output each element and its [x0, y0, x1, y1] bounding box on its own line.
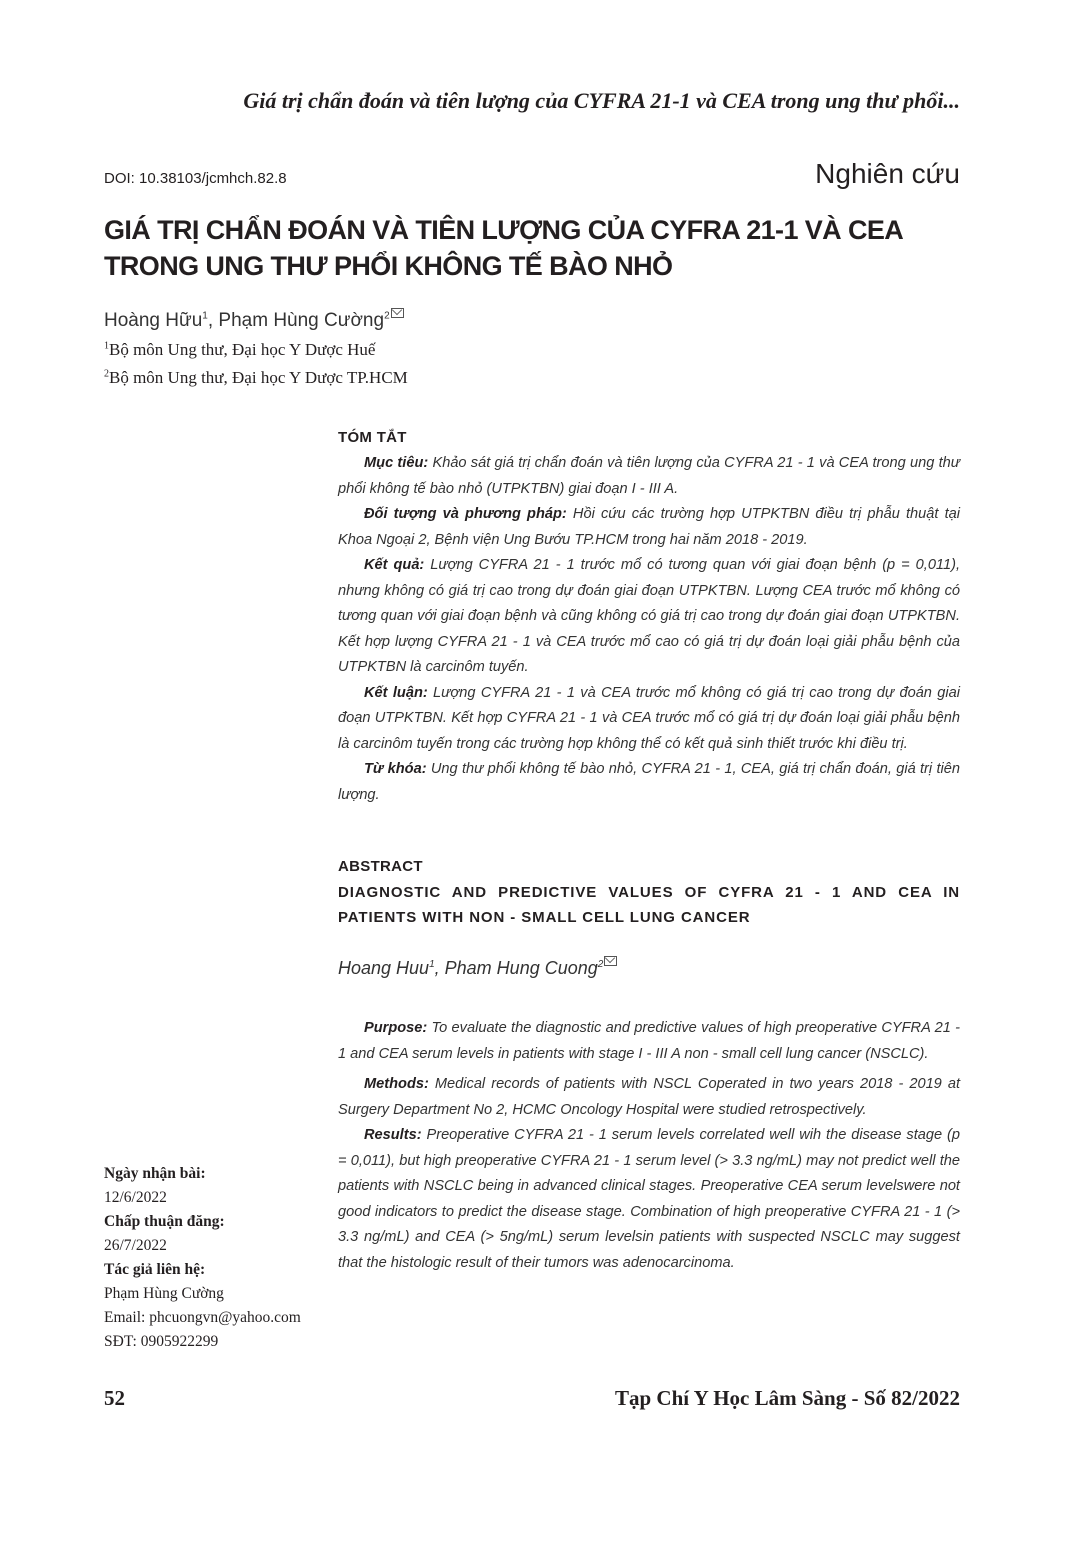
- abstract-heading: ABSTRACT: [338, 858, 423, 875]
- author-name: Hoàng Hữu: [104, 310, 203, 331]
- paragraph-label: Kết quả:: [364, 557, 425, 573]
- contact-email[interactable]: Email: phcuongvn@yahoo.com: [104, 1309, 301, 1326]
- author-separator: ,: [207, 310, 219, 331]
- abstract-title: DIAGNOSTIC AND PREDICTIVE VALUES OF CYFRA 21 - 1 AND CEA IN PATIENTS WITH NON - SMALL CELL LUNG CANCER: [338, 884, 960, 926]
- author-affiliation-marker: 2: [597, 959, 604, 970]
- received-date: 12/6/2022: [104, 1189, 167, 1206]
- abstract-author-list: [338, 956, 960, 979]
- paragraph-label: Methods:: [364, 1076, 429, 1092]
- journal-name: Tạp Chí Y Học Lâm Sàng - Số 82/2022: [615, 1386, 960, 1410]
- affiliation: [104, 340, 375, 360]
- summary-paragraph: [338, 451, 960, 502]
- author-affiliation-marker: 1: [429, 959, 435, 970]
- article-title: GIÁ TRỊ CHẨN ĐOÁN VÀ TIÊN LƯỢNG CỦA CYFRA 21-1 VÀ CEA TRONG UNG THƯ PHỔI KHÔNG TẾ BÀO NHỎ: [104, 215, 903, 281]
- summary-paragraph: [338, 757, 960, 808]
- summary-heading: TÓM TẮT: [338, 429, 407, 446]
- mail-icon: [391, 308, 404, 318]
- mail-icon: [604, 956, 617, 966]
- summary-paragraph: [338, 681, 960, 758]
- author-affiliation-marker: 2: [384, 310, 390, 322]
- author-list: [104, 308, 404, 332]
- contact-phone: SĐT: 0905922299: [104, 1333, 219, 1350]
- paragraph-text: Ung thư phổi không tế bào nhỏ, CYFRA 21 - 1, CEA, giá trị chẩn đoán, giá trị tiên lượng.: [338, 761, 960, 803]
- paragraph-text: Lượng CYFRA 21 - 1 và CEA trước mổ không có giá trị cao trong dự đoán giai đoạn UTPKTBN. Kết hợp CYFRA 21 - 1 và CEA trước mổ có giá trị dự đoán loại giải phẫu bệnh là carcinôm tuyến trong các trường hợp không thể có kết quả sinh thiết trước khi điều trị.: [338, 684, 960, 752]
- author-name: Pham Hung Cuong: [444, 958, 598, 978]
- received-label: Ngày nhận bài:: [104, 1165, 206, 1182]
- page-number: 52: [104, 1386, 125, 1410]
- paragraph-text: Khảo sát giá trị chẩn đoán và tiên lượng của CYFRA 21 - 1 và CEA trong ung thư phổi không tế bào nhỏ (UTPKTBN) giai đoạn I - III A.: [338, 455, 960, 497]
- abstract-paragraph: [338, 1123, 960, 1276]
- accepted-label: Chấp thuận đăng:: [104, 1213, 225, 1230]
- paragraph-text: To evaluate the diagnostic and predictive values of high preoperative CYFRA 21 - 1 and CEA serum levels in patients with stage I - III A non - small cell lung cancer (NSCLC).: [338, 1020, 960, 1062]
- doi-link[interactable]: DOI: 10.38103/jcmhch.82.8: [104, 170, 287, 187]
- paragraph-text: Hồi cứu các trường hợp UTPKTBN điều trị phẫu thuật tại Khoa Ngoại 2, Bệnh viện Ung Bướu TP.HCM trong hai năm 2018 - 2019.: [338, 506, 960, 548]
- paragraph-label: Từ khóa:: [364, 761, 427, 777]
- article-info-sidebar: [104, 1162, 329, 1354]
- contact-label: Tác giả liên hệ:: [104, 1261, 206, 1278]
- abstract-paragraph: [338, 1072, 960, 1123]
- paragraph-label: Purpose:: [364, 1020, 428, 1036]
- summary-paragraph: [338, 553, 960, 681]
- summary-body: [338, 451, 960, 808]
- summary-paragraph: [338, 502, 960, 553]
- affiliation-marker: 2: [104, 368, 109, 380]
- author-name: Phạm Hùng Cường: [218, 310, 385, 331]
- abstract-body: [338, 1016, 960, 1276]
- affiliation-text: Bộ môn Ung thư, Đại học Y Dược Huế: [109, 340, 376, 359]
- abstract-paragraph: [338, 1016, 960, 1067]
- author-name: Hoang Huu: [338, 958, 430, 978]
- paragraph-label: Kết luận:: [364, 684, 428, 701]
- paragraph-label: Mục tiêu:: [364, 455, 429, 471]
- section-label: Nghiên cứu: [815, 158, 960, 189]
- author-separator: ,: [434, 958, 445, 978]
- affiliation: [104, 368, 408, 388]
- affiliation-text: Bộ môn Ung thư, Đại học Y Dược TP.HCM: [109, 368, 408, 387]
- paragraph-label: Results:: [364, 1127, 422, 1143]
- contact-name: Phạm Hùng Cường: [104, 1285, 224, 1302]
- accepted-date: 26/7/2022: [104, 1237, 167, 1254]
- running-header: Giá trị chẩn đoán và tiên lượng của CYFRA 21-1 và CEA trong ung thư phổi...: [243, 88, 960, 113]
- affiliation-marker: 1: [104, 340, 109, 352]
- paragraph-text: Preoperative CYFRA 21 - 1 serum levels correlated well wih the disease stage (p = 0,011), but high preoperative CYFRA 21 - 1 serum level (> 3.3 ng/mL) may not predict well the patients with NSCLC being in advanced clinical stages. Preoperative CEA serum levelswere not good indicators to predict the disease stage. Combination of high preoperative CYFRA 21 - 1 (> 3.3 ng/mL) and CEA (> 5ng/mL) serum levelsin patients with suspected NSCLC may suggest that the histologic result of their tumors was adenocarcinoma.: [338, 1127, 960, 1271]
- paragraph-text: Medical records of patients with NSCL Coperated in two years 2018 - 2019 at Surgery Department No 2, HCMC Oncology Hospital were studied retrospectively.: [338, 1076, 960, 1118]
- paragraph-text: Lượng CYFRA 21 - 1 trước mổ có tương quan với giai đoạn bệnh (p = 0,011), nhưng không có giá trị cao trong dự đoán giai đoạn UTPKTBN. Lượng CEA trước mổ không có tương quan với giai đoạn bệnh và cũng không có giá trị cao trong dự đoán giai đoạn UTPKTBN. Kết hợp lượng CYFRA 21 - 1 và CEA trước mổ cao có giá trị dự đoán loại giải phẫu bệnh của UTPKTBN là carcinôm tuyến.: [338, 557, 960, 675]
- author-affiliation-marker: 1: [202, 310, 208, 322]
- paragraph-label: Đối tượng và phương pháp:: [364, 506, 567, 522]
